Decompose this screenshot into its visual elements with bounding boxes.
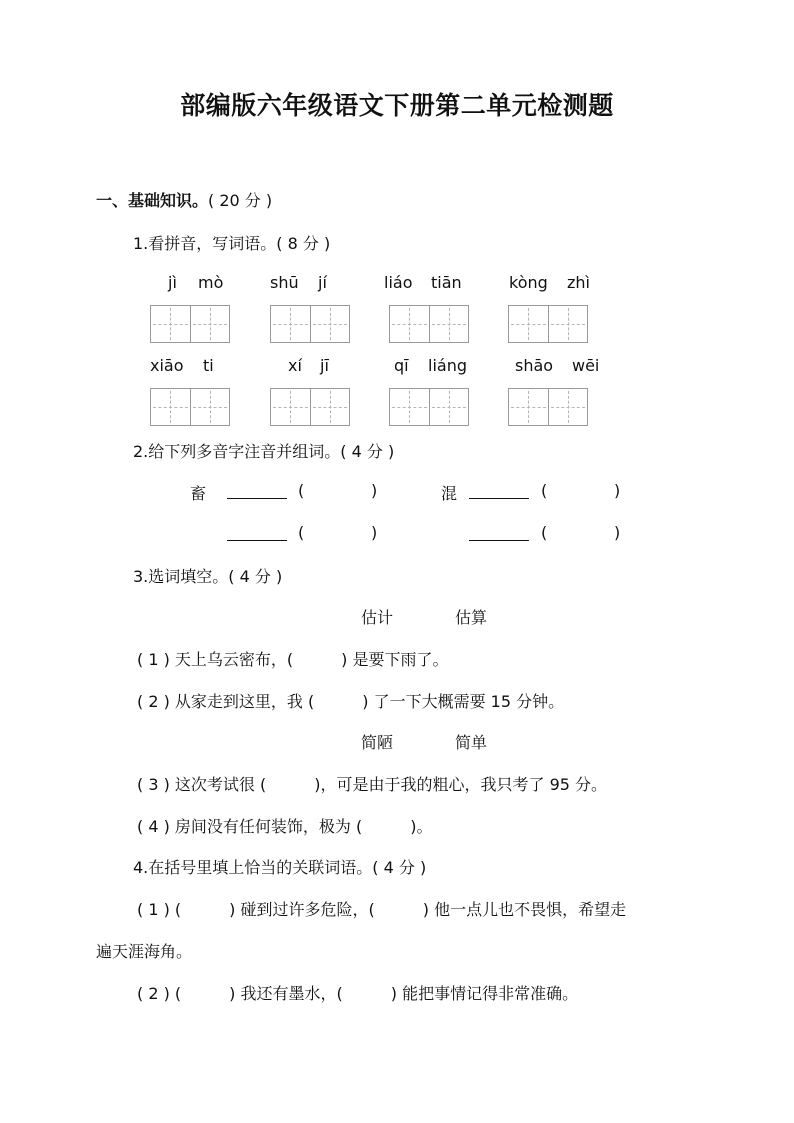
word-choice: 估算 xyxy=(455,608,488,627)
polyphone-char: 混 xyxy=(441,484,458,503)
writing-grid[interactable] xyxy=(508,388,588,426)
open-paren: ( xyxy=(298,481,305,500)
question-1-prompt: 1.看拼音，写词语。( 8 分 ) xyxy=(133,234,331,253)
open-paren: ( xyxy=(298,523,305,542)
pinyin: liáng xyxy=(428,356,467,375)
section-heading-label: 一、基础知识。 xyxy=(96,191,209,210)
section-heading xyxy=(96,188,272,211)
writing-grid[interactable] xyxy=(270,305,350,343)
close-paren: ) xyxy=(614,481,621,500)
pinyin: xiāo xyxy=(150,356,184,375)
word-choice: 简单 xyxy=(455,733,488,752)
pinyin: wēi xyxy=(572,356,600,375)
pinyin: tiān xyxy=(431,273,462,292)
polyphone-char: 畜 xyxy=(190,484,207,503)
pinyin: jí xyxy=(318,273,327,292)
open-paren: ( xyxy=(541,481,548,500)
answer-blank[interactable] xyxy=(227,497,287,499)
close-paren: ) xyxy=(371,481,378,500)
pinyin: zhì xyxy=(567,273,590,292)
word-choice: 简陋 xyxy=(361,733,394,752)
pinyin: ti xyxy=(203,356,214,375)
page-title: 部编版六年级语文下册第二单元检测题 xyxy=(180,91,614,120)
section-heading-score: ( 20 分 ) xyxy=(208,191,273,210)
answer-blank[interactable] xyxy=(227,539,287,541)
writing-grid[interactable] xyxy=(150,305,230,343)
writing-grid[interactable] xyxy=(389,305,469,343)
sentence: ( 1 ) ( ) 碰到过许多危险，( ) 他一点儿也不畏惧，希望走 xyxy=(137,900,627,919)
pinyin: shāo xyxy=(515,356,554,375)
pinyin: jī xyxy=(320,356,329,375)
sentence-continuation: 遍天涯海角。 xyxy=(96,942,193,961)
pinyin: mò xyxy=(198,273,224,292)
writing-grid[interactable] xyxy=(389,388,469,426)
writing-grid[interactable] xyxy=(270,388,350,426)
question-3-prompt: 3.选词填空。( 4 分 ) xyxy=(133,567,283,586)
sentence: ( 1 ) 天上乌云密布，( ) 是要下雨了。 xyxy=(137,650,449,669)
sentence: ( 3 ) 这次考试很 ( )，可是由于我的粗心，我只考了 95 分。 xyxy=(137,775,608,794)
writing-grid[interactable] xyxy=(150,388,230,426)
answer-blank[interactable] xyxy=(469,539,529,541)
close-paren: ) xyxy=(371,523,378,542)
pinyin: qī xyxy=(394,356,409,375)
word-choice: 估计 xyxy=(361,608,394,627)
sentence: ( 2 ) 从家走到这里，我 ( ) 了一下大概需要 15 分钟。 xyxy=(137,692,565,711)
question-4-prompt: 4.在括号里填上恰当的关联词语。( 4 分 ) xyxy=(133,858,427,877)
writing-grid[interactable] xyxy=(508,305,588,343)
sentence: ( 4 ) 房间没有任何装饰，极为 ( )。 xyxy=(137,817,433,836)
pinyin: liáo xyxy=(384,273,413,292)
open-paren: ( xyxy=(541,523,548,542)
pinyin: shū xyxy=(270,273,299,292)
close-paren: ) xyxy=(614,523,621,542)
sentence: ( 2 ) ( ) 我还有墨水，( ) 能把事情记得非常准确。 xyxy=(137,984,579,1003)
pinyin: xí xyxy=(288,356,302,375)
pinyin: jì xyxy=(168,273,177,292)
pinyin: kòng xyxy=(509,273,548,292)
question-2-prompt: 2.给下列多音字注音并组词。( 4 分 ) xyxy=(133,442,395,461)
answer-blank[interactable] xyxy=(469,497,529,499)
